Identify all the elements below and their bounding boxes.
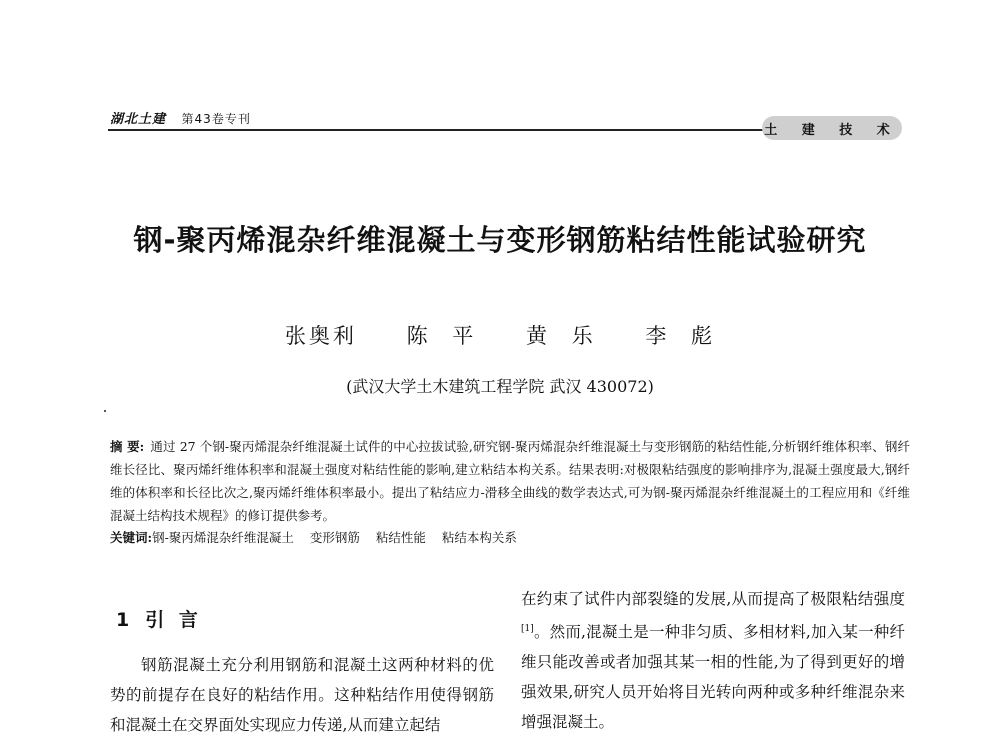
citation-ref: [1] [521,624,534,634]
section-tag [762,116,902,140]
abstract-label: 摘 要: [110,439,145,454]
body-column-right [521,584,905,737]
body-paragraph: 钢筋混凝土充分利用钢筋和混凝土这两种材料的优势的前提存在良好的粘结作用。这种粘结作用使得钢筋和混凝土在交界面处实现应力传递,从而建立起结 [110,656,494,734]
abstract [110,435,910,527]
body-paragraph [521,584,905,737]
author: 李 彪 [645,324,716,348]
keyword: 变形钢筋 [309,530,360,545]
keyword: 粘结本构关系 [441,530,517,545]
running-header [110,108,251,127]
author-list [0,320,1000,350]
section-number: 1 [116,609,134,631]
author: 黄 乐 [526,324,596,348]
section-tag-label: 土 建 技 术 [764,122,900,138]
affiliation: (武汉大学土木建筑工程学院 武汉 430072) [346,377,654,396]
author: 张奥利 [284,324,357,348]
keywords [110,528,910,548]
keywords-label: 关键词: [110,530,153,545]
scan-speck [104,410,106,412]
keyword: 粘结性能 [375,530,426,545]
body-text: 在约束了试件内部裂缝的发展,从而提高了极限粘结强度 [521,590,905,608]
abstract-text: 通过 27 个钢-聚丙烯混杂纤维混凝土试件的中心拉拔试验,研究钢-聚丙烯混杂纤维混凝土与变形钢筋的粘结性能,分析钢纤维体积率、钢纤维长径比、聚丙烯纤维体积率和混凝土强度对粘结性能的影响,建立粘结本构关系。结果表明:对极限粘结强度的影响排序为,混凝土强度最大,钢纤维的体积率和长径比次之,聚丙烯纤维体积率最小。提出了粘结应力-滑移全曲线的数学表达式,可为钢-聚丙烯混杂纤维混凝土的工程应用和《纤维混凝土结构技术规程》的修订提供参考。 [110,439,911,523]
journal-name: 湖北土建 [110,112,167,127]
author: 陈 平 [406,324,477,348]
section-title: 引 言 [145,609,202,631]
journal-issue: 第43卷专刊 [181,112,251,126]
header-rule [108,129,768,131]
section-heading [116,605,202,632]
body-text: 。然而,混凝土是一种非匀质、多相材料,加入某一种纤维只能改善或者加强其某一相的性能,为了得到更好的增强效果,研究人员开始将目光转向两种或多种纤维混杂来增强混凝土。 [521,623,905,732]
paper-title: 钢-聚丙烯混杂纤维混凝土与变形钢筋粘结性能试验研究 [133,223,867,257]
keyword: 钢-聚丙烯混杂纤维混凝土 [152,530,294,545]
body-column-left [110,650,494,740]
